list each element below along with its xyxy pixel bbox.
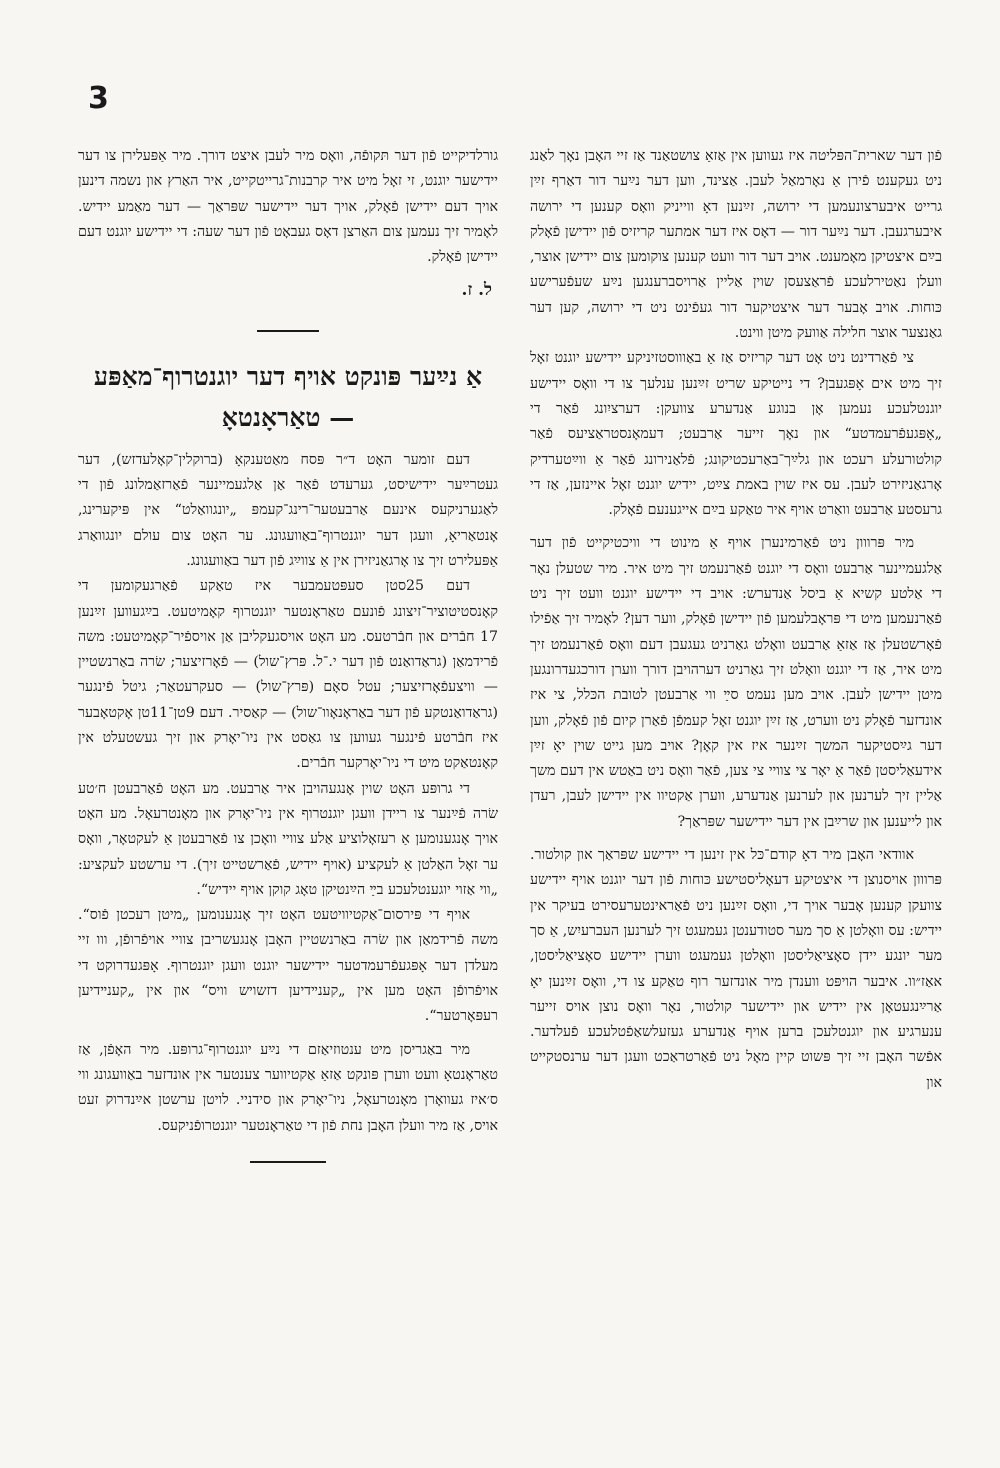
article-paragraph: די גרופּע האָט שוין אָנגעהויבן איר אַרבעט. מע האָט פֿאַרבעטן ח׳טע שׂרה פֿײַנער צו ריידן וועגן יוגנטרוף אין ניו־יאָרק און מאָנטרעאָל. מע האָט אויך אָנגענומען אַ רעזאָלוציע אַלע צוויי וואָכן צו פֿאַרבעטן אַ לעקטאָר, וואָס ער זאָל האַלטן אַ לעקציע (אויף יידיש, פֿאַרשטייט זיך). די ערשטע לעקציע: „ווי אַזוי יוגענטלעכע בײַ הײַנטיקן טאָג קוקן אויף יידיש“. (78, 780, 498, 898)
closing-paragraph: גורלדיקייט פֿון דער תּקופֿה, וואָס מיר לעבן איצט דורך. מיר אַפּעלירן צו דער יידישער יוגנט, זי זאָל מיט איר קרבנות־גרייטקייט, איר האַרץ און נשמה דינען אויך דעם יידישן פֿאָלק, אויך דער יידישער שפּראַך — דער מאַמע יידיש. לאָמיר זיך נעמען צום האַרצן דאָס געבאָט פֿון דער שעה: די יידישע יוגנט דעם יידישן פֿאָלק. (78, 148, 498, 266)
author-signature: ל. ז. (461, 280, 492, 301)
right-paragraph: פֿון דער שארית־הפּליטה איז געווען אין אַזאַ צושטאַנד אַז זיי האָבן נאָך לאַנג ניט געקענט פֿירן אַ נאָרמאַל לעבן. אַצינד, ווען דער נײַער דור דאַרף זײַן גרייט איבערצונעמען די ירושה, זײַנען דאָ ווייניק וואָס קענען די ירושה איבערגעבן. דער נײַער דור — דאָס איז דער אמתער קריזיס פֿון יידישן פֿאָלק בײַם איצטיקן מאָמענט. אויב דער דור וועט קענען צוקומען צום יידישן אוצר, וועלן נאַטירלעכע פֿראַצעסן שוין אַליין אַרויסברענגען נײַע שעפֿערישע כּוחות. אויב אָבער דער איצטיקער דור געפֿינט ניט די ירושה, קען דער גאַנצער אוצר חלילה אַוועק מיטן ווינט. (530, 148, 942, 342)
right-column (530, 144, 942, 1374)
article-paragraph: דעם זומער האָט ד״ר פּסח מאַטענקאָ (ברוקלין־קאָלעדזש), דער געטרײַער יידישיסט, גערעדט פֿאַר אַן אַלגעמיינער פֿאַרזאַמלונג פֿון די לאַגערניקעס אינעם אַרבעטער־רינג־קעמפּ „יונגוואַלט“ אין פּיקערינג, אָנטאַריאָ, וועגן דער יוגנטרוף־באַוועגונג. ער האָט צום עולם יונגוואַרג אַפּעלירט זיך צו אָרגאַניזירן אין אַ צווײַג פֿון דער באַוועגונג. (78, 451, 498, 569)
right-paragraph: צי פֿאַרדינט ניט אָט דער קריזיס אַז אַ באַוווסטזיניקע יידישע יוגנט זאָל זיך מיט אים אָפּגעבן? די נייטיקע שריט זײַנען ענלעך צו די וואָס יידישע יוגנטלעכע נעמען אָן בנוגע אַנדערע צוועקן: דערציִונג פֿאַר די „אָפּגעפֿרעמדטע“ און נאָך זייער אַרבעט; דעמאָנסטראַציעס פֿאַר קולטורעלע רעכט און גלײַך־באַרעכטיקונג; פֿלאַנירונג פֿאַר אַ ווײַטערדיק אָרגאַניזירט לעבן. עס איז שוין באמת צײַט, יידיש יוגנט זאָל איינזען, אַז די גרעסטע אַרבעט וואַרט אויף איר טאַקע בײַם אייגענעם פֿאָלק. (530, 350, 942, 519)
article-headline: אַ נײַער פּונקט אויף דער יוגנטרוף־מאַפּע — טאַראָנטאָ (93, 361, 483, 432)
end-divider (250, 1161, 326, 1163)
article-paragraph: אויף די פּירסום־אַקטיוויטעט האָט זיך אָנגענומען „מיטן רעכטן פֿוס“. משה פֿרידמאַן און שׂרה באַרנשטיין האָבן אָנגעשריבן צוויי אויפֿרופֿן, ווו זיי מעלדן דער אָפּגעפֿרעמדטער יידישער יוגנט וועגן יוגנטרוף. אָפּגעדרוקט די אויפֿרופֿן האָט מען אין „קענײדיען דזשויש וויס“ און אין „קענײדיען רעפּאָרטער“. (78, 907, 498, 1025)
article-paragraph: מיר באַגריסן מיט ענטוזיאַזם די נײַע יוגנטרוף־גרופּע. מיר האָפֿן, אַז טאַראָנטאָ וועט ווערן פּונקט אַזאַ אַקטיווער צענטער אין אונדזער באַוועגונג ווי ס׳איז געוואָרן מאָנטרעאָל, ניו־יאָרק און סידניי. לויטן ערשטן אײַנדרוק זעט אויס, אַז מיר וועלן האָבן נחת פֿון די טאַראָנטער יוגנטרופֿניקעס. (78, 1041, 498, 1134)
left-column (78, 144, 498, 1394)
right-paragraph: מיר פּרווון ניט פֿאַרמינערן אויף אַ מינוט די וויכטיקייט פֿון דער אַלגעמיינער אַרבעט וואָס די יוגנט פֿאַרנעמט זיך מיט איר. מיר שטעלן נאָר די אַלטע קשיא אַ ביסל אַנדערש: אויב די יידישע יוגנט וועט זיך ניט פֿאַרנעמען מיט די פּראָבלעמען פֿון יידישן פֿאָלק, ווער דען? לאָמיר זיך אַפֿילו פֿאָרשטעלן אַז אַזאַ אַרבעט וואָלט גאַרניט געגעבן דעם וואָס פֿאַרנעמט זיך מיט איר, אַז די יוגנט וואָלט זיך גאַרניט דערהויבן דורך ווערן דורכגעדרונגען מיטן יידישן לעבן. אויב מען נעמט סײַ ווי אַרבעטן לטובת הכּלל, צי איז אונדזער פֿאָלק ניט ווערט, אַז זײַן יוגנט זאָל קעמפֿן פֿאַרן קיום פֿון פֿאָלק, ווען דער גײַסטיקער המשך זײַנער איז אין קאָן? אויב מען גייט שוין יאָ זײַן אידעאַליסטן פֿאַר אַ יאָר צי צוויי צי צען, פֿאַר וואָס ניט באַטש אין דעם משך אַליין זיך לערנען און לערנען אַנדערע, ווערן אַקטיוו אין יידישן לעבן, רעדן און לייענען און שרײַבן אין דער יידישער שפּראַך? (530, 535, 942, 830)
article-paragraph: דעם 25סטן סעפּטעמבער איז טאַקע פֿאַרגעקומען די קאָנסטיטוציר־זיצונג פֿונעם טאַראָנטער יוגנטרוף קאָמיטעט. בײַגעווען זײַנען 17 חבֿרים און חבֿרטעס. מע האָט אויסגעקליבן אַן אויספֿיר־קאָמיטעט: משה פֿרידמאַן (גראַדואַנט פֿון דער י.־ל. פּרץ־שול) — פֿאָרזיצער; שׂרה באַרנשטיין — וויצעפֿאָרזיצער; עטל סאָם (פּרץ־שול) — סעקרעטאַר; גיטל פֿינגער (גראַדואַנטקע פֿון דער באַראָנאָוו־שול) — קאַסיר. דעם 9טן־11טן אָקטאָבער איז חבֿרטע פֿינגער געווען צו גאַסט אין ניו־יאָרק און זיך געשטעלט אין קאָנטאַקט מיט די ניו־יאָרקער חבֿרים. (78, 578, 498, 772)
page-number: 3 (88, 81, 109, 116)
right-paragraph: אוודאי האָבן מיר דאָ קודם־כּל אין זינען די יידישע שפּראַך און קולטור. פּרווון אויסנוצן די איצטיקע דעאָליסטישע כּוחות פֿון דער יוגנט אויף יידישע צוועקן קענען אָבער אויך די, וואָס זײַנען ניט פֿאַראינטערעסירט בעיקר אין יידיש: עס וואָלטן אַ סך מער סטודענטן געמעגט זיך לערנען העברעיִש, אַ סך מער יונגע יידן סאָציאַליסטן וואָלטן געמעגט ווערן יידישע סאָציאַליסטן, אאַז״וו. איבער הויפּט ווענדן מיר אונדזער רוף טאַקע צו די, וואָס זײַנען יאָ אַרײַנגעטאָן אין יידיש און יידישער קולטור, נאָר וואָס נוצן אויס זייער ענערגיע און יוגנטלעכן ברען אויף אַנדערע געזעלשאַפֿטלעכע פֿעלדער. אפֿשר האָבן זיי זיך פּשוט קיין מאָל ניט פֿאַרטראַכט וועגן דער ערנסטקייט און (530, 847, 942, 1091)
section-divider (257, 330, 319, 332)
